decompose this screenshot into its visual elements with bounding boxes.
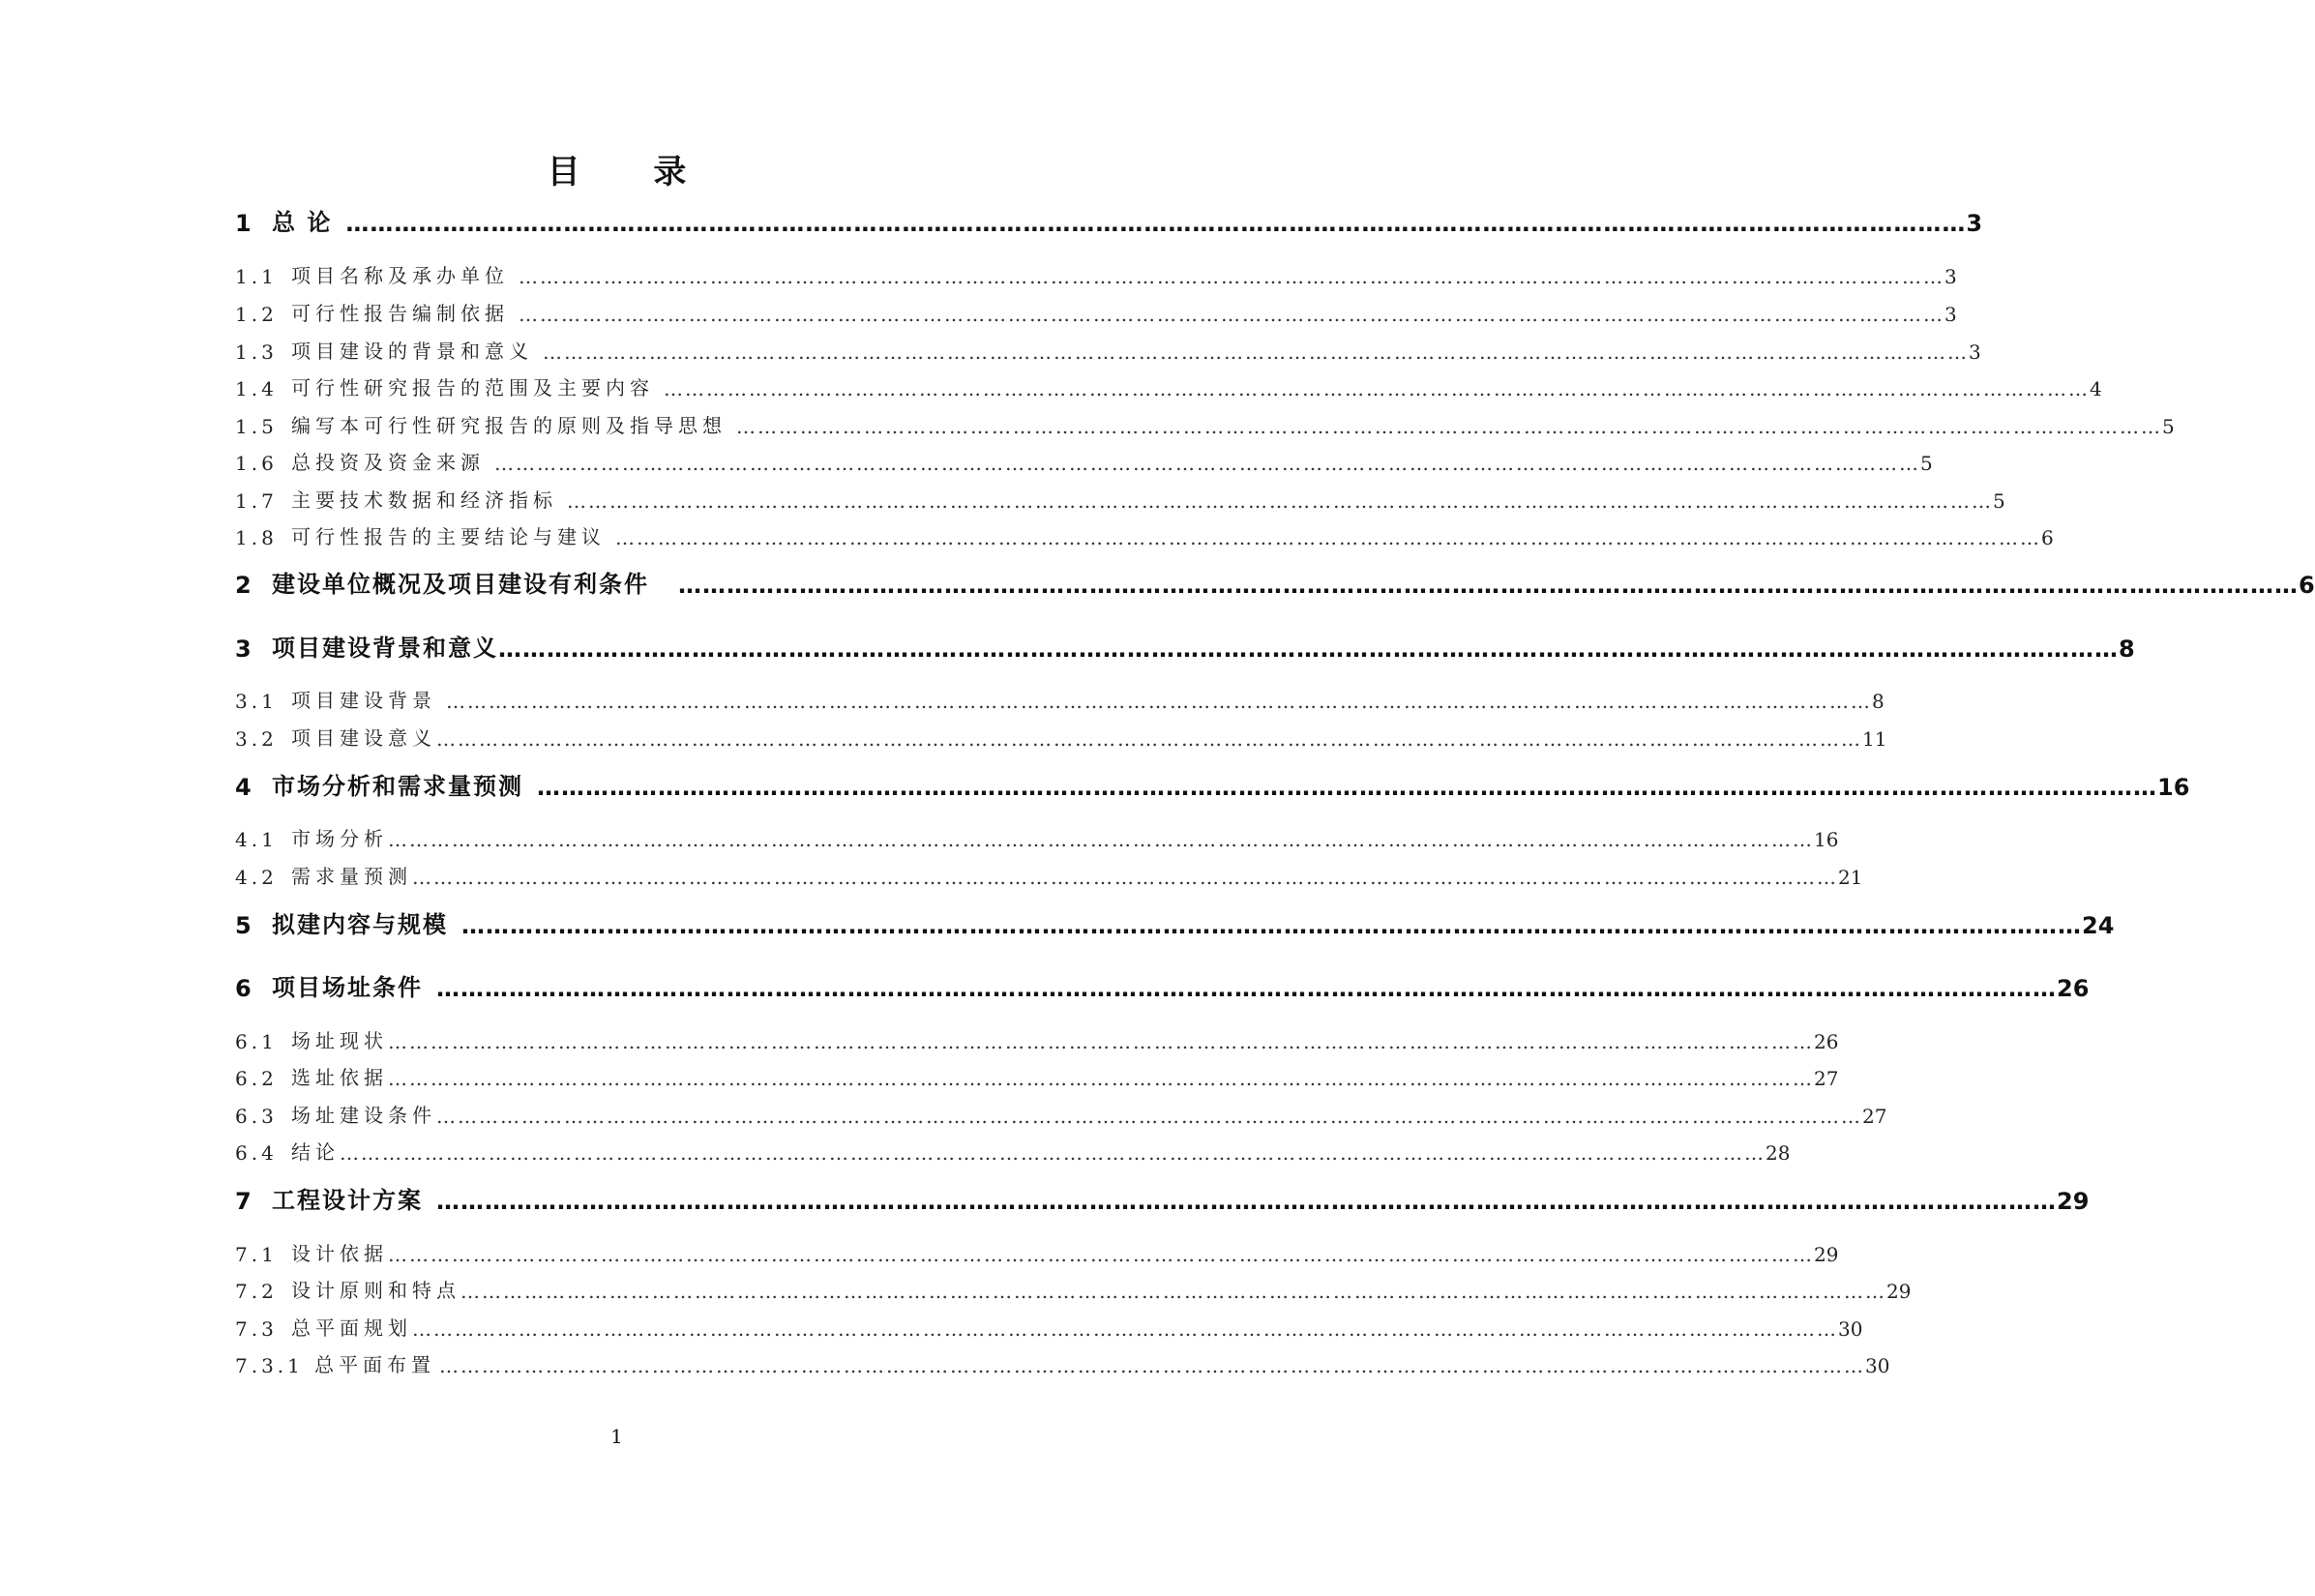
toc-leader-dots: ………………………………………………………………………………………………………………………………………………………………………………… [412, 866, 1838, 889]
toc-entry-label: 总平面布置 [314, 1353, 435, 1376]
toc-entry[interactable] [235, 906, 2115, 939]
toc-entry[interactable] [235, 368, 2102, 400]
toc-entry-number: 4 [235, 774, 252, 801]
toc-entry-page: 8 [1872, 690, 1885, 713]
toc-leader-dots: ………………………………………………………………………………………………………………………………………………………………………………… [436, 1188, 2057, 1215]
toc-entry[interactable] [235, 405, 2175, 438]
toc-entry-number: 7.2 [235, 1280, 278, 1303]
toc-entry-label: 编写本可行性研究报告的原则及指导思想 [291, 414, 727, 437]
toc-entry[interactable] [235, 293, 1957, 326]
toc-entry-page: 27 [1862, 1105, 1887, 1128]
toc-entry-label: 总 论 [272, 209, 333, 236]
toc-leader-dots: ………………………………………………………………………………………………………………………………………………………………………………… [388, 1030, 1814, 1053]
toc-entry-number: 6.1 [235, 1030, 278, 1053]
toc-entry-number: 7.3.1 [235, 1354, 304, 1377]
toc-entry[interactable] [235, 480, 2005, 513]
toc-entry[interactable] [235, 566, 2315, 599]
toc-entry-label: 项目名称及承办单位 [291, 264, 509, 287]
toc-entry-number: 3.2 [235, 727, 278, 751]
toc-entry-number: 1 [235, 210, 252, 237]
toc-leader-dots: ………………………………………………………………………………………………………………………………………………………………………………… [340, 1141, 1766, 1165]
toc-entry-number: 4.2 [235, 866, 278, 889]
toc-entry-number: 7 [235, 1188, 252, 1215]
toc-entry[interactable] [235, 331, 1981, 364]
toc-entry[interactable] [235, 718, 1887, 751]
toc-entry-number: 1.4 [235, 377, 278, 400]
toc-entry[interactable] [235, 1308, 1863, 1341]
toc-entry-page: 30 [1865, 1354, 1890, 1377]
toc-entry-page: 4 [2090, 377, 2102, 400]
toc-leader-dots: ………………………………………………………………………………………………………………………………………………………………………………… [412, 1317, 1838, 1341]
toc-entry-number: 1.3 [235, 340, 278, 364]
toc-entry[interactable] [235, 1182, 2090, 1215]
toc-entry[interactable] [235, 630, 2135, 663]
toc-entry-page: 24 [2082, 912, 2115, 939]
toc-leader-dots: ………………………………………………………………………………………………………………………………………………………………………………… [664, 377, 2090, 400]
toc-entry-label: 项目建设意义 [291, 726, 436, 750]
toc-entry-number: 2 [235, 572, 252, 599]
toc-entry-page: 3 [1944, 303, 1957, 326]
toc-entry[interactable] [235, 856, 1863, 889]
toc-entry-number: 6 [235, 975, 252, 1002]
toc-leader-dots: ………………………………………………………………………………………………………………………………………………………………………………… [460, 1280, 1886, 1303]
toc-leader-dots: ………………………………………………………………………………………………………………………………………………………………………………… [537, 774, 2157, 801]
toc-entry-page: 16 [2157, 774, 2190, 801]
toc-leader-dots: ………………………………………………………………………………………………………………………………………………………………………………… [678, 572, 2299, 599]
toc-entry-page: 30 [1838, 1317, 1863, 1341]
toc-entry-page: 8 [2119, 635, 2135, 663]
toc-entry-number: 1.6 [235, 452, 278, 475]
toc-leader-dots: ………………………………………………………………………………………………………………………………………………………………………………… [567, 489, 1993, 513]
toc-entry[interactable] [235, 517, 2054, 549]
toc-entry-label: 设计原则和特点 [291, 1279, 460, 1302]
toc-leader-dots: ………………………………………………………………………………………………………………………………………………………………………………… [436, 1105, 1862, 1128]
toc-leader-dots: ………………………………………………………………………………………………………………………………………………………………………………… [388, 828, 1814, 851]
toc-entry-label: 市场分析和需求量预测 [272, 773, 523, 800]
toc-entry-page: 3 [1944, 265, 1957, 288]
toc-entry-label: 设计依据 [291, 1242, 388, 1265]
toc-entry-page: 6 [2299, 572, 2315, 599]
toc-leader-dots: ………………………………………………………………………………………………………………………………………………………………………………… [498, 635, 2119, 663]
toc-entry-page: 5 [2162, 415, 2175, 438]
toc-entry-label: 项目建设的背景和意义 [291, 340, 533, 363]
toc-entry-label: 总平面规划 [291, 1316, 412, 1340]
toc-entry-number: 5 [235, 912, 252, 939]
toc-entry-page: 5 [1993, 489, 2005, 513]
toc-leader-dots: ………………………………………………………………………………………………………………………………………………………………………………… [615, 526, 2041, 549]
toc-leader-dots: ………………………………………………………………………………………………………………………………………………………………………………… [436, 975, 2057, 1002]
toc-entry-label: 需求量预测 [291, 865, 412, 888]
toc-entry[interactable] [235, 768, 2190, 801]
toc-entry[interactable] [235, 204, 1983, 237]
page-title: 目 录 [547, 153, 718, 192]
toc-entry-label: 项目建设背景和意义 [272, 635, 498, 662]
toc-entry-page: 3 [1969, 340, 1981, 364]
toc-entry[interactable] [235, 680, 1885, 713]
toc-entry-number: 6.2 [235, 1067, 278, 1090]
toc-entry-number: 1.2 [235, 303, 278, 326]
toc-leader-dots: ………………………………………………………………………………………………………………………………………………………………………………… [736, 415, 2162, 438]
toc-entry-page: 26 [2057, 975, 2090, 1002]
toc-entry-number: 6.4 [235, 1141, 278, 1165]
toc-leader-dots: ………………………………………………………………………………………………………………………………………………………………………………… [345, 210, 1967, 237]
toc-entry-number: 3 [235, 635, 252, 663]
toc-entry-label: 结论 [291, 1140, 340, 1164]
toc-leader-dots: ………………………………………………………………………………………………………………………………………………………………………………… [519, 303, 1944, 326]
toc-entry-number: 1.5 [235, 415, 278, 438]
toc-leader-dots: ………………………………………………………………………………………………………………………………………………………………………………… [494, 452, 1920, 475]
toc-entry-page: 27 [1814, 1067, 1839, 1090]
toc-entry[interactable] [235, 1233, 1839, 1266]
toc-entry-label: 场址建设条件 [291, 1104, 436, 1127]
toc-entry-label: 主要技术数据和经济指标 [291, 488, 557, 512]
toc-entry-number: 4.1 [235, 828, 278, 851]
toc-entry-page: 29 [2057, 1188, 2090, 1215]
toc-entry-label: 选址依据 [291, 1066, 388, 1089]
toc-entry-page: 28 [1766, 1141, 1791, 1165]
toc-entry-label: 市场分析 [291, 827, 388, 850]
toc-entry[interactable] [235, 818, 1839, 851]
toc-entry-page: 3 [1966, 210, 1983, 237]
toc-entry-label: 项目场址条件 [272, 974, 423, 1001]
toc-entry-page: 5 [1920, 452, 1933, 475]
toc-entry-label: 可行性报告编制依据 [291, 302, 509, 325]
toc-leader-dots: ………………………………………………………………………………………………………………………………………………………………………………… [446, 690, 1872, 713]
toc-entry-page: 6 [2041, 526, 2054, 549]
toc-entry-label: 总投资及资金来源 [291, 451, 485, 474]
toc-entry[interactable] [235, 1095, 1887, 1128]
toc-entry-label: 可行性研究报告的范围及主要内容 [291, 376, 654, 399]
toc-entry-number: 1.7 [235, 489, 278, 513]
toc-entry-number: 7.3 [235, 1317, 278, 1341]
toc-entry-page: 16 [1814, 828, 1839, 851]
toc-entry[interactable] [235, 969, 2090, 1002]
toc-entry-number: 7.1 [235, 1243, 278, 1266]
toc-entry-page: 29 [1814, 1243, 1839, 1266]
toc-entry-label: 建设单位概况及项目建设有利条件 [272, 571, 649, 598]
toc-entry-label: 可行性报告的主要结论与建议 [291, 525, 606, 548]
toc-entry-number: 1.8 [235, 526, 278, 549]
toc-leader-dots: ………………………………………………………………………………………………………………………………………………………………………………… [543, 340, 1969, 364]
toc-entry-label: 拟建内容与规模 [272, 911, 448, 938]
toc-leader-dots: ………………………………………………………………………………………………………………………………………………………………………………… [388, 1067, 1814, 1090]
toc-leader-dots: ………………………………………………………………………………………………………………………………………………………………………………… [519, 265, 1944, 288]
toc-entry-label: 项目建设背景 [291, 689, 436, 712]
toc-leader-dots: ………………………………………………………………………………………………………………………………………………………………………………… [388, 1243, 1814, 1266]
toc-entry[interactable] [235, 1020, 1839, 1053]
page-number: 1 [610, 1425, 623, 1448]
toc-entry[interactable] [235, 1345, 1890, 1377]
toc-entry-number: 3.1 [235, 690, 278, 713]
toc-leader-dots: ………………………………………………………………………………………………………………………………………………………………………………… [461, 912, 2082, 939]
toc-entry-page: 21 [1838, 866, 1863, 889]
toc-entry-label: 工程设计方案 [272, 1187, 423, 1214]
toc-entry[interactable] [235, 1270, 1912, 1303]
toc-entry-page: 26 [1814, 1030, 1839, 1053]
toc-entry[interactable] [235, 255, 1957, 288]
toc-entry-number: 1.1 [235, 265, 278, 288]
toc-leader-dots: ………………………………………………………………………………………………………………………………………………………………………………… [439, 1354, 1865, 1377]
toc-entry-page: 11 [1862, 727, 1887, 751]
toc-entry[interactable] [235, 1132, 1791, 1165]
toc-entry-number: 6.3 [235, 1105, 278, 1128]
toc-entry-page: 29 [1886, 1280, 1912, 1303]
toc-leader-dots: ………………………………………………………………………………………………………………………………………………………………………………… [436, 727, 1862, 751]
toc-entry[interactable] [235, 442, 1933, 475]
toc-entry[interactable] [235, 1057, 1839, 1090]
toc-entry-label: 场址现状 [291, 1029, 388, 1052]
